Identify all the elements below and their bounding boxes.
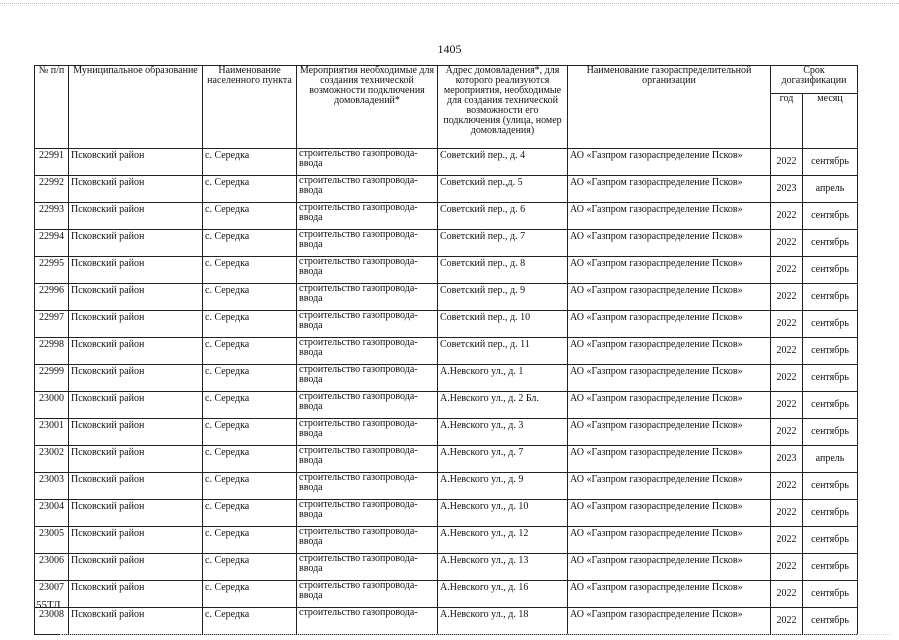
gasification-table-container xyxy=(34,65,857,635)
row-settlement: с. Середка xyxy=(203,176,297,203)
row-address: Советский пер., д. 11 xyxy=(438,338,568,365)
row-month: сентябрь xyxy=(803,257,858,284)
row-month: сентябрь xyxy=(803,392,858,419)
row-municipality: Псковский район xyxy=(69,365,203,392)
row-month: сентябрь xyxy=(803,311,858,338)
row-municipality: Псковский район xyxy=(69,446,203,473)
row-year: 2022 xyxy=(771,608,803,635)
table-row xyxy=(35,257,858,284)
row-year: 2022 xyxy=(771,554,803,581)
row-address: Советский пер.,д. 5 xyxy=(438,176,568,203)
row-year: 2022 xyxy=(771,284,803,311)
table-row xyxy=(35,230,858,257)
row-organization: АО «Газпром газораспределение Псков» xyxy=(568,284,771,311)
row-activity: строительство газопровода-ввода xyxy=(297,365,438,392)
row-organization: АО «Газпром газораспределение Псков» xyxy=(568,257,771,284)
row-municipality: Псковский район xyxy=(69,608,203,635)
row-organization: АО «Газпром газораспределение Псков» xyxy=(568,446,771,473)
row-num: 22998 xyxy=(35,338,69,365)
row-address: Советский пер., д. 9 xyxy=(438,284,568,311)
row-year: 2022 xyxy=(771,365,803,392)
row-municipality: Псковский район xyxy=(69,257,203,284)
row-year: 2023 xyxy=(771,446,803,473)
row-activity: строительство газопровода- xyxy=(297,608,438,635)
footer-code: 55ТЛ xyxy=(36,599,61,611)
bottom-scan-edge xyxy=(60,634,890,635)
row-address: А.Невского ул., д. 9 xyxy=(438,473,568,500)
row-settlement: с. Середка xyxy=(203,284,297,311)
row-municipality: Псковский район xyxy=(69,230,203,257)
row-address: Советский пер., д. 10 xyxy=(438,311,568,338)
row-municipality: Псковский район xyxy=(69,149,203,176)
row-num: 23001 xyxy=(35,419,69,446)
row-year: 2022 xyxy=(771,230,803,257)
table-row xyxy=(35,527,858,554)
row-settlement: с. Середка xyxy=(203,230,297,257)
table-row xyxy=(35,365,858,392)
row-organization: АО «Газпром газораспределение Псков» xyxy=(568,527,771,554)
row-organization: АО «Газпром газораспределение Псков» xyxy=(568,176,771,203)
row-activity: строительство газопровода-ввода xyxy=(297,311,438,338)
row-organization: АО «Газпром газораспределение Псков» xyxy=(568,473,771,500)
row-settlement: с. Середка xyxy=(203,203,297,230)
row-year: 2023 xyxy=(771,176,803,203)
header-activity: Мероприятия необходимые для создания технической возможности подключения домовладений* xyxy=(297,66,438,149)
row-year: 2022 xyxy=(771,473,803,500)
table-row xyxy=(35,176,858,203)
row-num: 22999 xyxy=(35,365,69,392)
row-month: сентябрь xyxy=(803,149,858,176)
row-municipality: Псковский район xyxy=(69,527,203,554)
row-month: сентябрь xyxy=(803,284,858,311)
row-activity: строительство газопровода-ввода xyxy=(297,527,438,554)
header-num: № п/п xyxy=(35,66,69,149)
row-month: сентябрь xyxy=(803,419,858,446)
row-municipality: Псковский район xyxy=(69,554,203,581)
row-address: А.Невского ул., д. 7 xyxy=(438,446,568,473)
row-municipality: Псковский район xyxy=(69,500,203,527)
row-num: 22994 xyxy=(35,230,69,257)
table-row xyxy=(35,446,858,473)
row-settlement: с. Середка xyxy=(203,311,297,338)
row-address: А.Невского ул., д. 1 xyxy=(438,365,568,392)
row-organization: АО «Газпром газораспределение Псков» xyxy=(568,608,771,635)
row-num: 22997 xyxy=(35,311,69,338)
row-municipality: Псковский район xyxy=(69,176,203,203)
table-row xyxy=(35,473,858,500)
row-organization: АО «Газпром газораспределение Псков» xyxy=(568,419,771,446)
table-header xyxy=(35,66,858,149)
row-activity: строительство газопровода-ввода xyxy=(297,338,438,365)
table-row xyxy=(35,500,858,527)
row-municipality: Псковский район xyxy=(69,284,203,311)
header-municipality: Муниципальное образование xyxy=(69,66,203,149)
row-month: апрель xyxy=(803,176,858,203)
row-municipality: Псковский район xyxy=(69,419,203,446)
table-row xyxy=(35,149,858,176)
row-num: 23008 xyxy=(35,608,69,635)
header-organization: Наименование газораспределительной организации xyxy=(568,66,771,149)
row-year: 2022 xyxy=(771,419,803,446)
row-num: 23002 xyxy=(35,446,69,473)
row-year: 2022 xyxy=(771,149,803,176)
top-scan-edge xyxy=(0,3,899,4)
row-municipality: Псковский район xyxy=(69,473,203,500)
row-num: 22993 xyxy=(35,203,69,230)
row-num: 23007 xyxy=(35,581,69,608)
row-organization: АО «Газпром газораспределение Псков» xyxy=(568,230,771,257)
row-address: А.Невского ул., д. 12 xyxy=(438,527,568,554)
row-municipality: Псковский район xyxy=(69,338,203,365)
row-year: 2022 xyxy=(771,203,803,230)
row-address: Советский пер., д. 6 xyxy=(438,203,568,230)
header-year: год xyxy=(771,94,803,149)
row-month: сентябрь xyxy=(803,338,858,365)
row-year: 2022 xyxy=(771,527,803,554)
row-address: А.Невского ул., д. 10 xyxy=(438,500,568,527)
row-organization: АО «Газпром газораспределение Псков» xyxy=(568,311,771,338)
gasification-table xyxy=(34,65,858,635)
row-activity: строительство газопровода-ввода xyxy=(297,176,438,203)
row-settlement: с. Середка xyxy=(203,365,297,392)
row-address: Советский пер., д. 7 xyxy=(438,230,568,257)
table-row xyxy=(35,311,858,338)
row-month: сентябрь xyxy=(803,365,858,392)
table-row xyxy=(35,203,858,230)
table-row xyxy=(35,338,858,365)
row-activity: строительство газопровода-ввода xyxy=(297,554,438,581)
row-organization: АО «Газпром газораспределение Псков» xyxy=(568,392,771,419)
row-settlement: с. Середка xyxy=(203,446,297,473)
row-settlement: с. Середка xyxy=(203,257,297,284)
row-settlement: с. Середка xyxy=(203,338,297,365)
row-settlement: с. Середка xyxy=(203,608,297,635)
row-year: 2022 xyxy=(771,581,803,608)
row-address: Советский пер., д. 8 xyxy=(438,257,568,284)
row-address: А.Невского ул., д. 18 xyxy=(438,608,568,635)
row-month: сентябрь xyxy=(803,608,858,635)
row-municipality: Псковский район xyxy=(69,203,203,230)
row-address: А.Невского ул., д. 16 xyxy=(438,581,568,608)
row-num: 23000 xyxy=(35,392,69,419)
row-organization: АО «Газпром газораспределение Псков» xyxy=(568,365,771,392)
row-activity: строительство газопровода-ввода xyxy=(297,284,438,311)
row-num: 22991 xyxy=(35,149,69,176)
row-activity: строительство газопровода-ввода xyxy=(297,500,438,527)
row-organization: АО «Газпром газораспределение Псков» xyxy=(568,338,771,365)
row-activity: строительство газопровода-ввода xyxy=(297,473,438,500)
row-organization: АО «Газпром газораспределение Псков» xyxy=(568,203,771,230)
row-activity: строительство газопровода-ввода xyxy=(297,203,438,230)
row-year: 2022 xyxy=(771,392,803,419)
row-num: 23006 xyxy=(35,554,69,581)
row-settlement: с. Середка xyxy=(203,500,297,527)
row-num: 22996 xyxy=(35,284,69,311)
row-month: сентябрь xyxy=(803,203,858,230)
row-month: сентябрь xyxy=(803,581,858,608)
header-month: месяц xyxy=(803,94,858,149)
row-activity: строительство газопровода-ввода xyxy=(297,149,438,176)
header-deadline: Срок догазификации xyxy=(771,66,858,94)
row-activity: строительство газопровода-ввода xyxy=(297,392,438,419)
row-settlement: с. Середка xyxy=(203,473,297,500)
row-settlement: с. Середка xyxy=(203,527,297,554)
page-number: 1405 xyxy=(437,42,462,56)
row-year: 2022 xyxy=(771,311,803,338)
header-address: Адрес домовладения*, для которого реализуются мероприятия, необходимые для создания технической возможности его подключения (улица, номер домовладения) xyxy=(438,66,568,149)
row-settlement: с. Середка xyxy=(203,149,297,176)
row-municipality: Псковский район xyxy=(69,392,203,419)
header-settlement: Наименование населенного пункта xyxy=(203,66,297,149)
row-municipality: Псковский район xyxy=(69,581,203,608)
row-num: 23004 xyxy=(35,500,69,527)
row-organization: АО «Газпром газораспределение Псков» xyxy=(568,581,771,608)
row-organization: АО «Газпром газораспределение Псков» xyxy=(568,500,771,527)
row-address: А.Невского ул., д. 2 Бл. xyxy=(438,392,568,419)
row-activity: строительство газопровода-ввода xyxy=(297,581,438,608)
table-row xyxy=(35,581,858,608)
row-month: сентябрь xyxy=(803,230,858,257)
row-address: А.Невского ул., д. 13 xyxy=(438,554,568,581)
row-municipality: Псковский район xyxy=(69,311,203,338)
table-row xyxy=(35,392,858,419)
row-settlement: с. Середка xyxy=(203,554,297,581)
row-activity: строительство газопровода-ввода xyxy=(297,419,438,446)
row-settlement: с. Середка xyxy=(203,581,297,608)
row-activity: строительство газопровода-ввода xyxy=(297,257,438,284)
row-num: 23005 xyxy=(35,527,69,554)
row-month: сентябрь xyxy=(803,500,858,527)
row-organization: АО «Газпром газораспределение Псков» xyxy=(568,149,771,176)
row-month: сентябрь xyxy=(803,554,858,581)
table-row xyxy=(35,419,858,446)
row-num: 22992 xyxy=(35,176,69,203)
row-month: апрель xyxy=(803,446,858,473)
table-row xyxy=(35,554,858,581)
table-row xyxy=(35,608,858,635)
row-address: Советский пер., д. 4 xyxy=(438,149,568,176)
row-activity: строительство газопровода-ввода xyxy=(297,230,438,257)
row-activity: строительство газопровода-ввода xyxy=(297,446,438,473)
row-settlement: с. Середка xyxy=(203,419,297,446)
row-address: А.Невского ул., д. 3 xyxy=(438,419,568,446)
row-organization: АО «Газпром газораспределение Псков» xyxy=(568,554,771,581)
row-year: 2022 xyxy=(771,257,803,284)
row-num: 23003 xyxy=(35,473,69,500)
table-row xyxy=(35,284,858,311)
row-month: сентябрь xyxy=(803,473,858,500)
row-num: 22995 xyxy=(35,257,69,284)
row-month: сентябрь xyxy=(803,527,858,554)
table-body xyxy=(35,149,858,635)
row-year: 2022 xyxy=(771,338,803,365)
row-year: 2022 xyxy=(771,500,803,527)
row-settlement: с. Середка xyxy=(203,392,297,419)
